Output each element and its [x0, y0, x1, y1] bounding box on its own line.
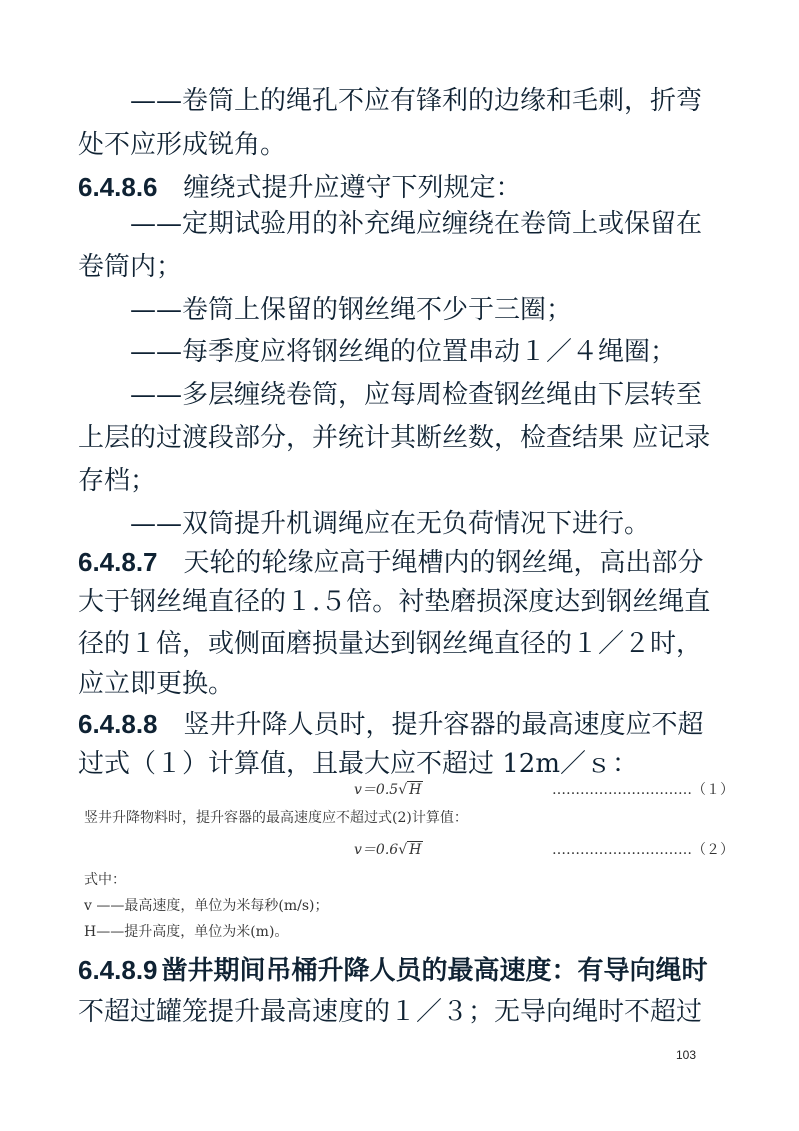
where-label: 式中：: [84, 872, 126, 888]
definition-h: H——提升高度，单位为米(m)。: [84, 924, 289, 940]
formula-lhs: v＝0.6: [354, 842, 399, 858]
section-text: 缠绕式提升应遵守下列规定：: [183, 173, 522, 203]
text-line: ——卷筒上保留的钢丝绳不少于三圈；: [130, 295, 573, 325]
text-line: 卷筒内；: [78, 252, 183, 282]
section-6-4-8-8: [78, 702, 704, 747]
radicand: H: [409, 782, 422, 798]
sqrt-symbol: √: [398, 842, 408, 858]
sqrt-symbol: √: [398, 782, 408, 798]
definition-v: v ——最高速度，单位为米每秒(m/s)；: [84, 898, 329, 914]
section-text: 凿井期间吊桶升降人员的最高速度：有导向绳时: [161, 956, 708, 986]
text-line: 应立即更换。: [78, 669, 235, 699]
section-6-4-8-9: [78, 948, 708, 993]
text-line: 过式（１）计算值，且最大应不超过 12m／ｓ：: [78, 749, 639, 779]
radicand: H: [409, 842, 422, 858]
text-line: ——卷筒上的绳孔不应有锋利的边缘和毛刺，折弯: [130, 86, 703, 116]
section-number: 6.4.8.7: [78, 547, 158, 577]
page-number: 103: [676, 1048, 697, 1062]
section-6-4-8-7: [78, 540, 704, 585]
formula-2-number: …………………………（２）: [552, 842, 734, 858]
formula-1-number: …………………………（１）: [552, 782, 734, 798]
formula-1: [354, 780, 423, 800]
section-text: 竖井升降人员时，提升容器的最高速度应不超: [183, 710, 704, 740]
text-line: 上层的过渡段部分，并统计其断丝数，检查结果 应记录: [78, 423, 711, 453]
text-line: 不超过罐笼提升最高速度的１／３；无导向绳时不超过: [78, 997, 703, 1027]
section-number: 6.4.8.6: [78, 172, 158, 202]
text-line: 竖井升降物料时，提升容器的最高速度应不超过式(2)计算值：: [84, 810, 468, 826]
text-line: 存档；: [78, 466, 157, 496]
text-line: ——定期试验用的补充绳应缠绕在卷筒上或保留在: [130, 209, 703, 239]
text-line: 径的１倍，或侧面磨损量达到钢丝绳直径的１／２时，: [78, 629, 703, 659]
text-line: 处不应形成锐角。: [78, 130, 287, 160]
formula-lhs: v＝0.5: [354, 782, 399, 798]
text-line: ——双筒提升机调绳应在无负荷情况下进行。: [130, 509, 651, 539]
text-line: 大于钢丝绳直径的１.５倍。衬垫磨损深度达到钢丝绳直: [78, 587, 711, 617]
text-line: ——多层缠绕卷筒，应每周检查钢丝绳由下层转至: [130, 380, 703, 410]
section-text: 天轮的轮缘应高于绳槽内的钢丝绳，高出部分: [183, 548, 704, 578]
text-line: ——每季度应将钢丝绳的位置串动１／４绳圈；: [130, 337, 677, 367]
section-number: 6.4.8.8: [78, 709, 158, 739]
formula-2: [354, 840, 423, 860]
section-number: 6.4.8.9: [78, 955, 158, 985]
